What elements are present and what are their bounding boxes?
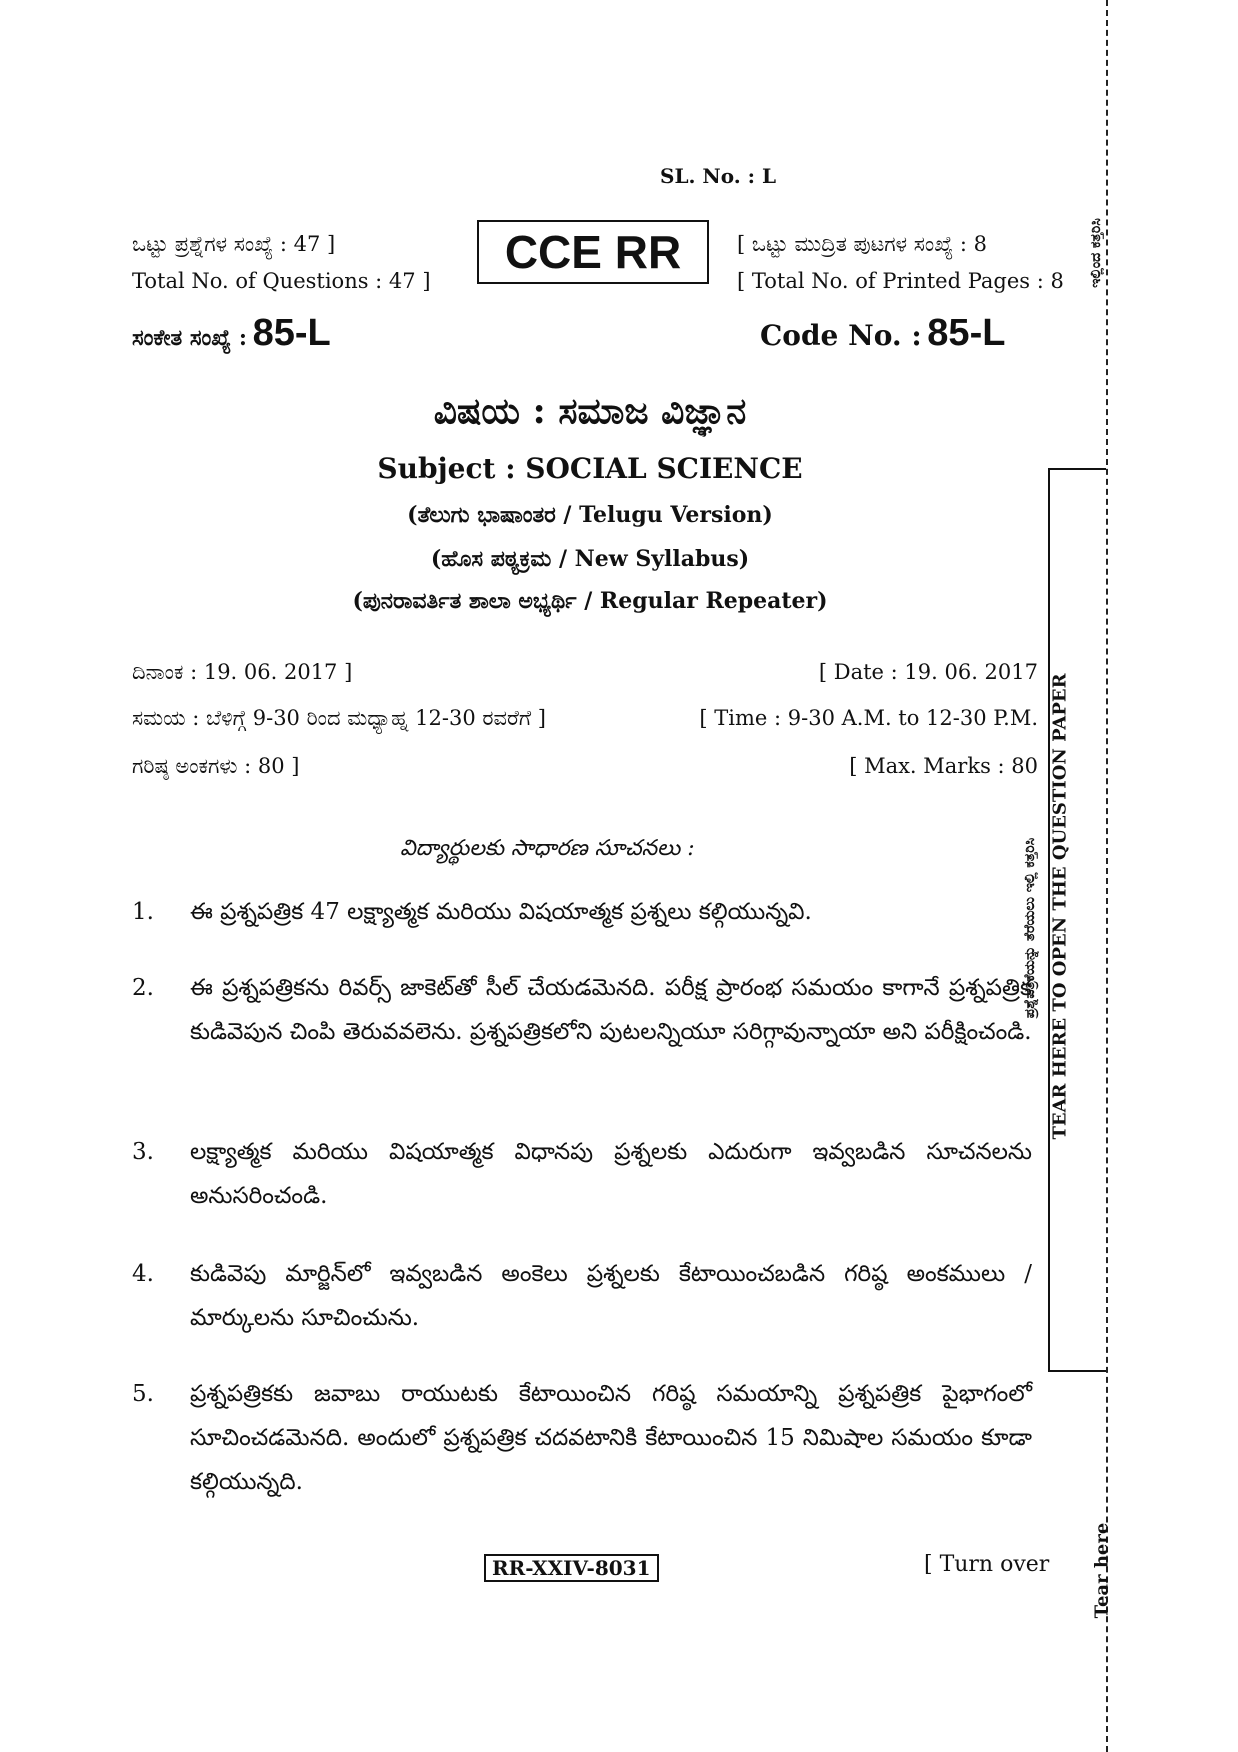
syllabus-line: (ಹೊಸ ಪಠ್ಯಕ್ರಮ / New Syllabus) [430,546,750,572]
instructions-title: విద్యార్థులకు సాధారణ సూచనలు : [400,836,695,861]
instruction-number: 1. [132,899,154,925]
instruction-number: 2. [132,975,154,1001]
instruction-item [132,1252,1032,1340]
candidate-line: (ಪುನರಾವರ್ತಿತ ಶಾಲಾ ಅಭ್ಯರ್ಥಿ / Regular Repeater) [352,588,828,614]
tear-here-label: Tear here [1091,1522,1113,1619]
tear-dashed-line[interactable] [1106,0,1108,1752]
code-label-english: Code No. : [760,319,922,352]
total-questions-english: Total No. of Questions : 47 ] [132,269,431,293]
paper-code: RR-XXIV-8031 [484,1554,659,1582]
time-kannada: ಸಮಯ : ಬೆಳಿಗ್ಗೆ 9-30 ರಿಂದ ಮಧ್ಯಾಹ್ನ 12-30 ರವರೆಗೆ ] [132,706,546,730]
instruction-item [132,890,1032,934]
instruction-text: కుడివెపు మార్జిన్‌లో ఇవ్వబడిన అంకెలు ప్రశ్నలకు కేటాయించబడిన గరిష్ఠ అంకములు / మార్కులను సూచించును. [190,1261,1032,1331]
total-questions-kannada: ಒಟ್ಟು ಪ್ರಶ್ನೆಗಳ ಸಂಖ್ಯೆ : 47 ] [132,232,336,256]
total-questions [132,226,431,300]
instruction-text: ప్రశ్నపత్రికకు జవాబు రాయుటకు కేటాయించిన గరిష్ఠ సమయాన్ని ప్రశ్నపత్రిక పైభాగంలో సూచించడమెనది. అందులో ప్రశ్నపత్రిక చదవటానికి కేటాయించిన 15 నిమిషాల సమయం కూడా కల్గియున్నది. [190,1381,1032,1495]
instruction-item [132,966,1032,1054]
date-english: [ Date : 19. 06. 2017 [818,660,1038,684]
time-english: [ Time : 9-30 A.M. to 12-30 P.M. [699,706,1038,730]
instruction-number: 3. [132,1139,154,1165]
code-number-kannada [132,312,331,355]
instruction-text: ఈ ప్రశ్నపత్రికను రివర్స్ జాకెట్‌తో సీల్ చేయడమెనది. పరీక్ష ప్రారంభ సమయం కాగానే ప్రశ్నపత్రిక కుడివెపున చింపి తెరువవలెను. ప్రశ్నపత్రికలోని పుటలన్నియూ సరిగ్గావున్నాయా అని పరీక్షించండి. [190,975,1032,1045]
turn-over-note: [ Turn over [924,1552,1050,1577]
instruction-text: ఈ ప్రశ్నపత్రిక 47 లక్ష్యాత్మక మరియు విషయాత్మక ప్రశ్నలు కల్గియున్నవి. [190,899,812,925]
code-label-kannada: ಸಂಕೇತ ಸಂಖ್ಯೆ : [132,325,248,351]
marks-kannada: ಗರಿಷ್ಠ ಅಂಕಗಳು : 80 ] [132,754,300,778]
code-value-english: 85-L [927,312,1006,354]
serial-number: SL. No. : L [660,164,777,188]
subject-english: Subject : SOCIAL SCIENCE [377,452,803,485]
code-number-english [760,312,1005,355]
marks-english: [ Max. Marks : 80 [849,754,1038,778]
exam-badge: CCE RR [477,220,709,284]
cut-here-kannada: ಇಲ್ಲಿಂದ ಕತ್ತರಿಸಿ [1088,218,1104,288]
total-pages-kannada: [ ಒಟ್ಟು ಮುದ್ರಿತ ಪುಟಗಳ ಸಂಖ್ಯೆ : 8 [737,232,988,256]
tear-instruction-kannada: ಪ್ರಶ್ನೆಪತ್ರಿಕೆಯನ್ನು ತೆರೆಯಲು ಇಲ್ಲಿ ಕತ್ತರಿಸಿ [1022,837,1038,1019]
instruction-item [132,1130,1032,1218]
instruction-number: 5. [132,1381,154,1407]
version-line: (ತೆಲುಗು ಭಾಷಾಂತರ / Telugu Version) [407,502,773,528]
subject-kannada: ವಿಷಯ : ಸಮಾಜ ವಿಜ್ಞಾನ [433,390,747,432]
instruction-item [132,1372,1032,1504]
date-kannada: ದಿನಾಂಕ : 19. 06. 2017 ] [132,660,353,684]
instruction-number: 4. [132,1261,154,1287]
tear-instruction-english: TEAR HERE TO OPEN THE QUESTION PAPER [1049,673,1071,1140]
total-pages [737,226,1064,300]
total-pages-english: [ Total No. of Printed Pages : 8 [737,269,1064,293]
code-value-kannada: 85-L [252,312,331,354]
instruction-text: లక్ష్యాత్మక మరియు విషయాత్మక విధానపు ప్రశ్నలకు ఎదురుగా ఇవ్వబడిన సూచనలను అనుసరించండి. [190,1139,1032,1209]
